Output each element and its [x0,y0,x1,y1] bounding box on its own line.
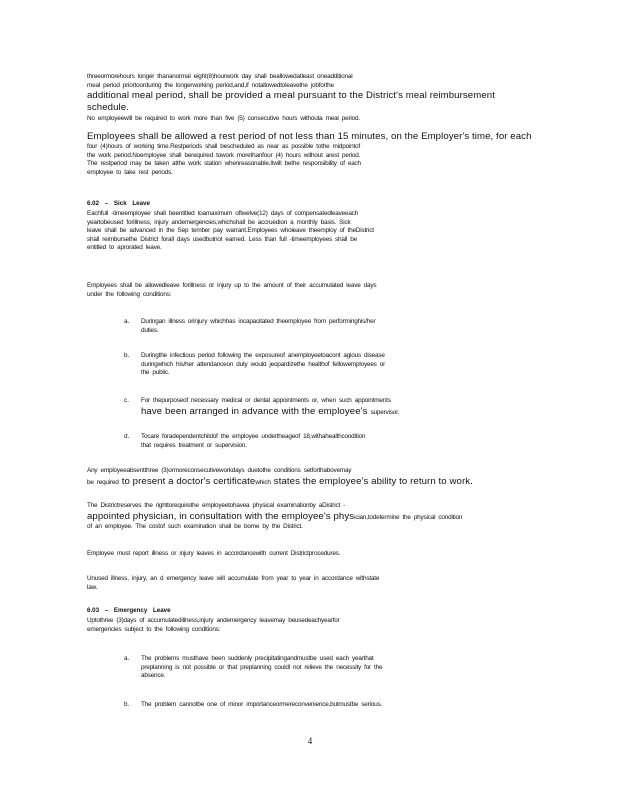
list-item-label: b. [124,701,130,708]
text-line: Eachfull -timeemployee shall beentitled toamaximum oftwelve(12) days of compensatedleaveeach [87,210,359,217]
section-heading-emergency-leave: 6.03 – Emergency Leave [87,607,171,614]
emergency-leave-paragraph [87,617,537,634]
rest-period-paragraph [87,131,537,177]
text-line: The Districtreserves the righttorequirethe employeetohavea physical examinationby aDistrict - [87,502,346,509]
text-line: Uptothree (3)days of accumulatedillness,injury andemergency leavemay beusedeachyearfor [87,617,340,624]
text-span: which [255,478,271,486]
text-span: to present a doctor's certificate [121,475,256,487]
illness-leave-paragraph [87,282,537,299]
text-span: be required [87,478,119,486]
text-span: ician,todetermine the physical condition [354,513,463,521]
text-line: four (4)hours of working time.Restperiods shall bescheduled as near as possible tothe midpointof [87,143,361,150]
text-span: supervisor. [370,408,400,416]
text-line: preplanning is not possible or that preplanning couldl not relieve the necessity for the [141,663,383,671]
text-line: Employee must report illness or injury leaves in accordancewith current Districtprocedures. [87,550,341,557]
list-item-label: b. [124,352,130,359]
text-line: shall reimbursethe District forall days usedbutnot earned. Less than full -timeemployees shall be [87,235,357,243]
text-line: of an employee. The costof such examination shall be borne by the District. [87,522,303,530]
text-line: Employees shall be allowed a rest period of not less than 15 minutes, on the Employer's time, for each [87,131,532,142]
text-line: meal period priortoorduring the longerworking period,and,if notallowedtoleavethe jobforthe [87,81,334,89]
text-line: entitled to aprorated leave. [87,244,162,252]
text-line: Any employeeabsentthree (3)ormoreconsecutiveworkdays duetothe conditions setforthabovemay [87,467,352,474]
text-line: under the following conditions: [87,290,172,298]
text-line: For thepurposeof necessary medical or dental appointments or, when such appointments [141,397,391,404]
doctor-certificate-paragraph [87,467,537,488]
sick-leave-paragraph [87,210,537,253]
text-line: yeartobeused forillness, injury andemergencies,whichshall be accruedion a monthly basis. Sick [87,218,351,226]
text-line: Duringthe infectious period following the exposureof anemployeetoacont agious disease [141,352,385,359]
text-line: leave shall be advanced in the Sep tember pay warrant.Employees wholeave theemploy of theDistrict [87,227,374,235]
text-line: that requires treatment or supervision. [141,441,247,449]
text-line [141,406,537,418]
physical-examination-paragraph [87,502,537,531]
text-line: The problems musthave been suddenly precipitatingandmustbe used each yearthat [141,655,374,662]
text-span: appointed physician, in consultation with the employee's phys [87,510,355,522]
list-item-label: a. [124,655,130,662]
text-line: law. [87,583,98,591]
report-leave-paragraph [87,550,537,559]
text-line: No employeewill be required to work more than five (5) consecutive hours withouta meal period. [87,115,360,123]
text-line: additional meal period, shall be provided a meal pursuant to the District's meal reimbursement schedule. [87,90,495,114]
meal-period-paragraph [87,73,537,124]
text-line: duties. [141,326,159,334]
text-line: Unused illness, injury, an d emergency leave will accumulate from year to year in accordance withstate [87,575,380,582]
page-number: 4 [307,736,313,746]
text-line: absence. [141,672,166,680]
list-item-label: c. [124,397,129,404]
text-line: The problem cannotbe one of minor importanceormereconvenience,butmustbe serious. [141,701,383,708]
list-item-label: a. [124,318,130,325]
text-line: Duringan illness orinjury whichhas incapacitated theemployee from performinghis/her [141,318,376,325]
text-line: employee to take rest periods. [87,168,173,176]
section-heading-sick-leave: 6.02 – Sick Leave [87,200,150,207]
text-line: Tocare foradependentchildof the employee undertheageof 18,withahealthcondition [141,433,366,440]
text-line [87,511,537,523]
text-span: states the employee's ability to return to work. [273,475,473,487]
text-span: have been arranged in advance with the employee's [141,405,368,417]
text-line: The restperiod may be taken atthe work station whenreasonable.Itwill bethe responsibility of each [87,160,361,168]
text-line: the work period.Noemployee shall berequired towork morethanfour (4) hours without arest period. [87,151,361,159]
text-line: threeormorehours longer thananormal eight(8)hourwork day shall beallowedatleast oneadditional [87,73,353,80]
text-line: duringwhich his/her attendanceon duty would jeopardizethe healthof fellowemployees or [141,360,386,368]
text-line: Employees shall be allowedleave forillness or injury up to the amount of their accumulated leave days [87,282,377,289]
list-item-label: d. [124,433,130,440]
text-line [87,476,537,488]
text-line: the public. [141,369,170,377]
text-line: emergencies subject to the following conditions: [87,625,221,633]
unused-leave-paragraph [87,575,537,592]
